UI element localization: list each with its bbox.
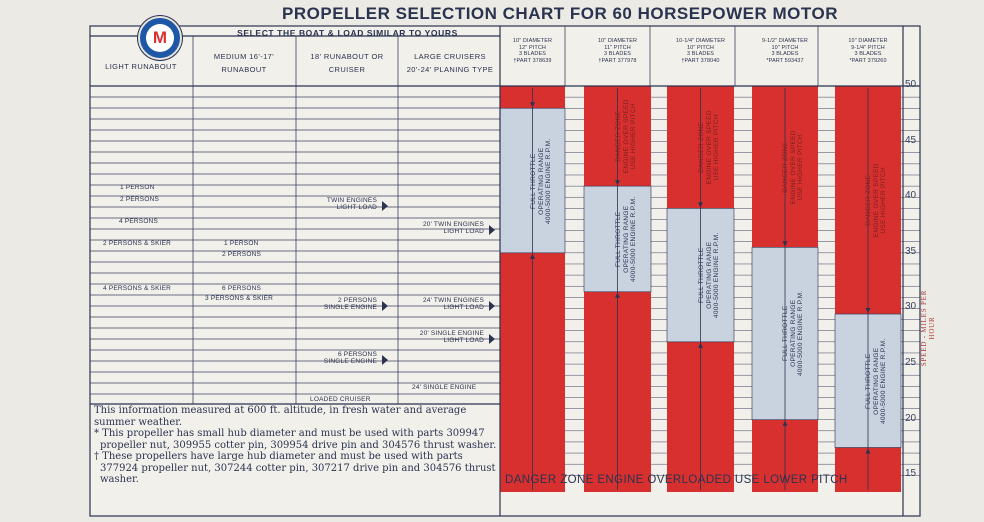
pointer-arrow-icon	[382, 201, 388, 211]
entry-line: 20' TWIN ENGINES	[422, 221, 484, 228]
light-entry: 2 PERSONS & SKIER	[103, 240, 172, 247]
speed-tick-label: 50	[905, 79, 917, 90]
overspeed-danger-label	[865, 160, 888, 240]
danger-label-line: DANGER ZONE	[614, 110, 622, 162]
speed-tick-label: 30	[905, 301, 917, 313]
range-label-line: OPERATING RANGE	[621, 205, 629, 273]
column-header-medium-runabout	[193, 50, 295, 76]
danger-label-line: ENGINE OVER SPEED	[704, 110, 712, 185]
range-label-line: FULL THROTTLE	[864, 353, 872, 409]
propeller-spec-line: 12" PITCH	[519, 44, 546, 51]
entry-line: 24' TWIN ENGINES	[422, 297, 484, 304]
large-cruiser-entry	[400, 330, 484, 344]
speed-tick-label: 40	[905, 190, 917, 202]
cruiser-entry	[300, 351, 377, 365]
medium-entry: 2 PERSONS	[222, 251, 262, 258]
entry-line: SINGLE ENGINE	[323, 304, 377, 311]
propeller-spec-line: 3 BLADES	[771, 51, 799, 57]
propeller-spec-line: 9-1/2" DIAMETER	[762, 38, 808, 44]
danger-label-line: DANGER ZONE	[864, 174, 872, 226]
header-line: LIGHT RUNABOUT	[105, 62, 177, 71]
entry-line: LIGHT LOAD	[443, 337, 484, 344]
entry-line: LIGHT LOAD	[443, 228, 484, 235]
note-conditions: This information measured at 600 ft. altitude, in fresh water and average summer weather.	[94, 405, 467, 428]
danger-label-line: DANGER ZONE	[697, 121, 705, 173]
range-label-line: 4000-5000 ENGINE R.P.M.	[796, 290, 804, 377]
pointer-arrow-icon	[489, 225, 495, 235]
speed-tick-label: 45	[905, 134, 917, 146]
danger-label-line: USE HIGHER PITCH	[879, 166, 887, 234]
propeller-spec-line: 3 BLADES	[518, 51, 547, 57]
range-label-line: 4000-5000 ENGINE R.P.M.	[544, 138, 552, 224]
range-label-line: 4000-5000 ENGINE R.P.M.	[879, 338, 887, 424]
pointer-arrow-icon	[489, 334, 495, 344]
pointer-arrow-icon	[382, 355, 388, 365]
column-header-large-cruisers	[398, 50, 502, 76]
large-cruiser-entry: 24' SINGLE ENGINE	[412, 384, 477, 391]
overspeed-danger-label	[697, 107, 720, 187]
propeller-header	[755, 38, 815, 64]
page-title: PROPELLER SELECTION CHART FOR 60 HORSEPOWER MOTOR	[282, 4, 838, 23]
propeller-spec-line: 11" PITCH	[604, 44, 631, 51]
light-entry: 4 PERSONS & SKIER	[103, 285, 172, 292]
range-label-line: FULL THROTTLE	[781, 305, 789, 362]
speed-tick-label: 15	[905, 468, 917, 480]
operating-range-label	[529, 126, 552, 236]
range-label-line: FULL THROTTLE	[529, 153, 537, 209]
danger-label-line: ENGINE OVER SPEED	[872, 163, 880, 238]
propeller-spec-line: *PART 379260	[849, 57, 887, 64]
pointer-arrow-icon	[489, 301, 495, 311]
header-line: LARGE CRUISERS	[414, 52, 486, 61]
overspeed-danger-label	[782, 127, 805, 207]
note-large-hub: † These propellers have large hub diameter and must be used with parts 377924 propeller nut, 307244 cotter pin, 307217 drive pin and 304576 thrust washer.	[94, 451, 496, 485]
entry-line: SINGLE ENGINE	[323, 358, 377, 365]
propeller-spec-line: †PART 377978	[598, 57, 637, 64]
select-boat-subheader: SELECT THE BOAT & LOAD SIMILAR TO YOURS	[237, 28, 458, 38]
propeller-spec-line: 3 BLADES	[603, 51, 632, 57]
range-label-line: OPERATING RANGE	[789, 300, 797, 368]
propeller-spec-line: 10" DIAMETER	[848, 38, 888, 44]
propeller-header	[671, 38, 731, 64]
note-small-hub: * This propeller has small hub diameter and must be used with parts 309947 propeller nut, 309955 cotter pin, 309954 drive pin and 304576 thrust washer.	[94, 428, 497, 451]
propeller-spec-line: 10" PITCH	[687, 44, 714, 51]
cruiser-entry	[300, 197, 377, 211]
large-cruiser-entry	[400, 221, 484, 235]
header-line: CRUISER	[328, 65, 366, 74]
entry-line: TWIN ENGINES	[326, 197, 377, 204]
range-label-line: OPERATING RANGE	[536, 147, 544, 215]
mercury-logo-icon	[138, 16, 182, 60]
range-label-line: FULL THROTTLE	[697, 247, 705, 304]
propeller-spec-line: 10" PITCH	[771, 44, 799, 51]
propeller-header	[503, 38, 563, 64]
propeller-spec-line: 3 BLADES	[854, 51, 882, 57]
danger-label-line: USE HIGHER PITCH	[629, 103, 637, 170]
operating-range-label	[697, 220, 720, 330]
speed-tick-label: 20	[905, 412, 917, 424]
range-label-line: 4000-5000 ENGINE R.P.M.	[629, 196, 637, 282]
cruiser-entry: LOADED CRUISER	[310, 396, 371, 403]
entry-line: 20' SINGLE ENGINE	[419, 330, 484, 337]
light-entry: 4 PERSONS	[119, 218, 159, 225]
logo-letter: M	[146, 24, 174, 52]
propeller-spec-line: 10-1/4" DIAMETER	[675, 38, 726, 44]
propeller-spec-line: †PART 378040	[681, 57, 720, 64]
operating-range-label	[614, 184, 637, 294]
operating-range-label	[865, 326, 888, 436]
danger-zone-footer: DANGER ZONE ENGINE OVERLOADED USE LOWER PITCH	[505, 474, 848, 486]
large-cruiser-entry	[400, 297, 484, 311]
notes-block	[94, 405, 502, 486]
medium-entry: 1 PERSON	[224, 240, 259, 247]
header-line: 20'-24' PLANING TYPE	[406, 65, 494, 74]
propeller-spec-line: 10" DIAMETER	[512, 38, 553, 44]
light-entry: 2 PERSONS	[120, 196, 160, 203]
danger-label-line: USE HIGHER PITCH	[796, 133, 804, 201]
speed-tick-label: 25	[905, 357, 917, 369]
range-label-line: OPERATING RANGE	[872, 347, 880, 415]
entry-line: 2 PERSONS	[337, 297, 377, 304]
entry-line: LIGHT LOAD	[443, 304, 484, 311]
propeller-header	[588, 38, 648, 64]
danger-label-line: ENGINE OVER SPEED	[621, 99, 629, 174]
overspeed-danger-label	[614, 96, 637, 176]
medium-entry: 6 PERSONS	[222, 285, 262, 292]
propeller-header	[838, 38, 898, 64]
propeller-spec-line: 3 BLADES	[686, 51, 715, 57]
medium-entry: 3 PERSONS & SKIER	[205, 295, 274, 302]
danger-label-line: USE HIGHER PITCH	[712, 114, 720, 181]
light-entry: 1 PERSON	[120, 184, 155, 191]
operating-range-label	[782, 279, 805, 389]
propeller-spec-line: †PART 378639	[513, 57, 552, 64]
propeller-spec-line: 9-1/4" PITCH	[851, 44, 885, 51]
speed-tick-label: 35	[905, 245, 917, 257]
range-label-line: 4000-5000 ENGINE R.P.M.	[712, 232, 720, 319]
header-line: 18' RUNABOUT OR	[310, 52, 384, 61]
cruiser-entry	[300, 297, 377, 311]
danger-label-line: DANGER ZONE	[781, 141, 789, 193]
entry-line: 6 PERSONS	[337, 351, 377, 358]
pointer-arrow-icon	[382, 301, 388, 311]
entry-line: LIGHT LOAD	[336, 204, 377, 211]
range-label-line: FULL THROTTLE	[614, 211, 622, 267]
danger-label-line: ENGINE OVER SPEED	[789, 129, 797, 204]
propeller-spec-line: *PART 593437	[766, 57, 804, 64]
header-line: MEDIUM 16'-17'	[213, 52, 275, 61]
column-header-light-runabout	[90, 60, 192, 73]
header-line: RUNABOUT	[221, 65, 267, 74]
speed-axis-label: SPEED - MILES PER HOUR	[920, 289, 936, 367]
range-label-line: OPERATING RANGE	[704, 241, 712, 309]
propeller-spec-line: 10" DIAMETER	[597, 38, 638, 44]
column-header-18-runabout	[296, 50, 398, 76]
